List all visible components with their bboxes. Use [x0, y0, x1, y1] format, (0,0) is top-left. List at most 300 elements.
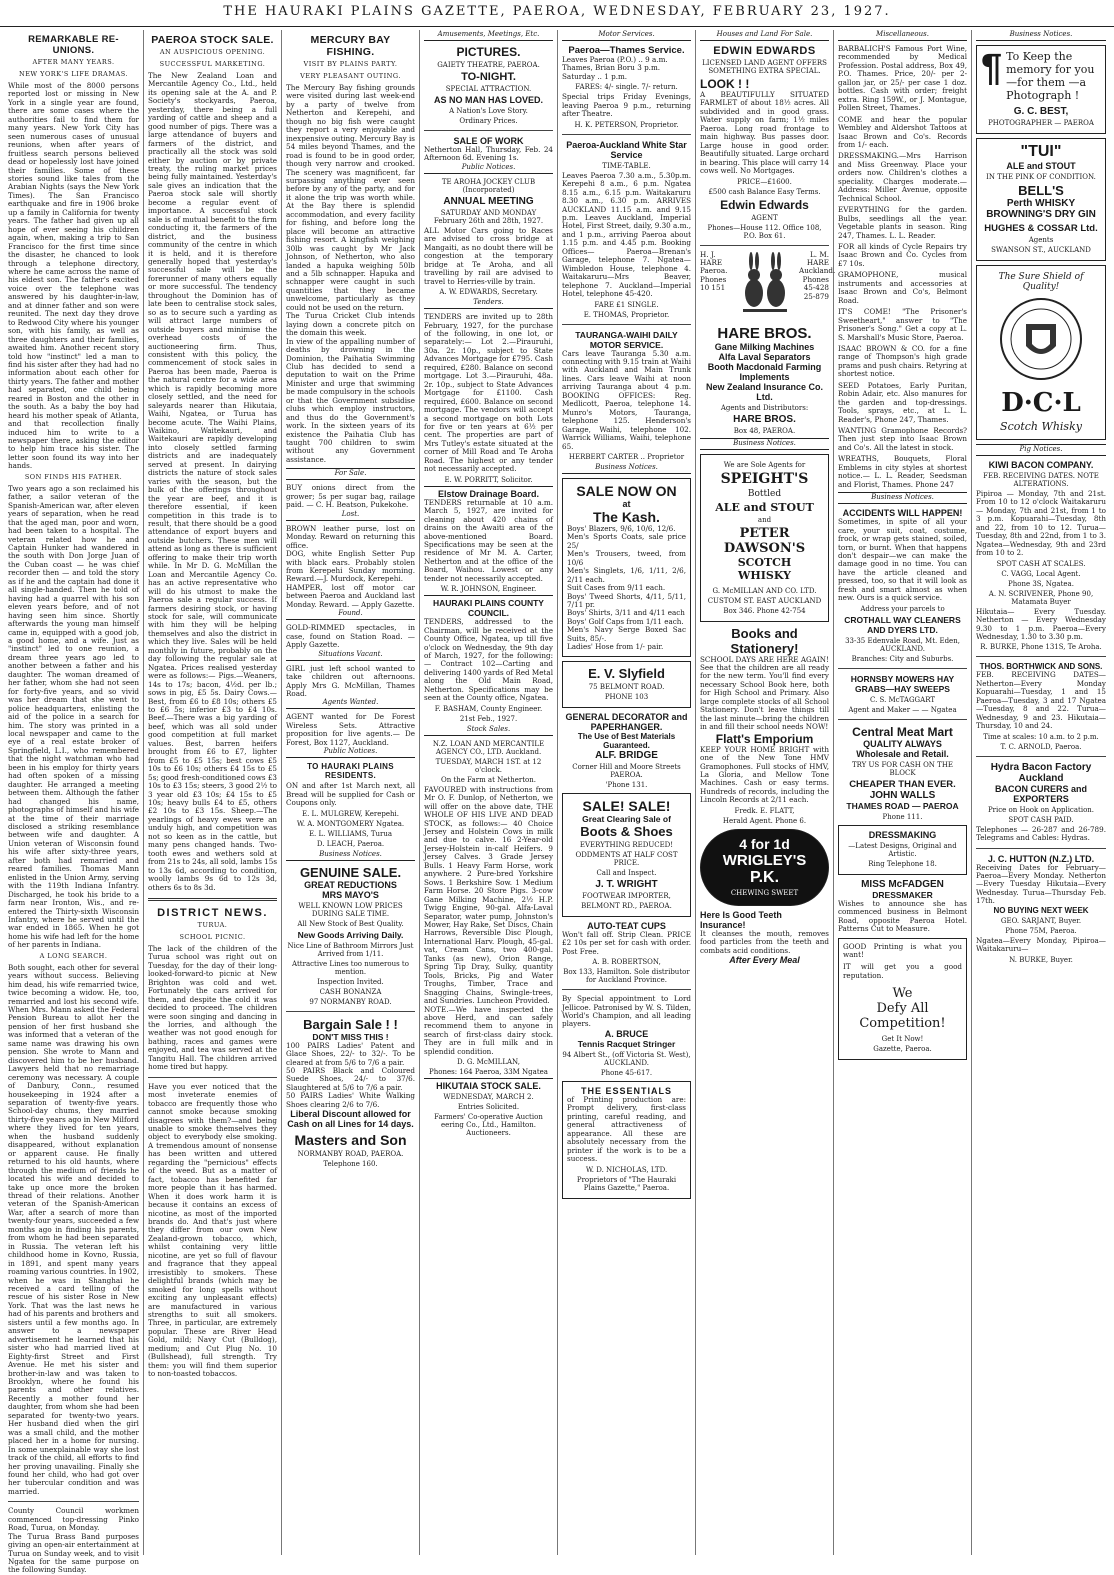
- article-paragraph: The Turua Cricket Club intends laying down a concrete pitch on the domain this week.: [286, 311, 415, 338]
- ad-line: DRESSMAKER: [872, 889, 933, 900]
- ad-phone: Telephone 160.: [323, 1160, 378, 1169]
- ad-line: TO-NIGHT.: [461, 71, 516, 83]
- ad-phone: PHONE 103: [604, 692, 649, 701]
- ad-line: Branches: City and Suburbs.: [851, 654, 954, 663]
- column-amusements: [420, 30, 558, 1555]
- ad-signature: R. BURKE, Phone 131S, Te Aroha.: [980, 643, 1102, 652]
- ad-line: Gazette, Paeroa.: [873, 1045, 932, 1054]
- ad-address: Corner Hill and Moore Streets PAEROA.: [572, 762, 681, 779]
- ad-line: IN THE PINK OF CONDITION.: [986, 173, 1096, 181]
- notice-signatory: D. LEACH, Paeroa.: [316, 839, 385, 848]
- ad-body: Pipiroa — Monday, 7th and 21st. From 10 to 12 o'clock Waitakaruru — Monday, 7th and 21st, from 1 to 3 p.m. Kopuarahi—Tuesday, 8th and 22, from 10 to 12. Turua—Tuesday, 8th and 22nd, from 1 to 3. Ngatea—Wednesday, 9th and 23rd from 10 to 2.: [976, 489, 1106, 558]
- ad-line: Bottled: [747, 488, 782, 499]
- ad-line: Nice Line of Bathroom Mirrors Just Arrived from 1/11.: [287, 941, 414, 958]
- ad-line: at: [622, 498, 631, 509]
- list-item: Boys' Shirts, 3/11 and 4/11 each: [567, 608, 685, 618]
- ad-body: A BEAUTIFULLY SITUATED FARMLET of about 18½ acres. All subdivided and in good grass. Water supply on farm; 1½ miles Paeroa. Long road frontage to main highway. Bus passes door. Large house in good order. Beautifully situated. Large orchard in bearing. This place will carry 14 cows well. No Mortgages.: [700, 90, 829, 176]
- ad-headline: HORNSBY MOWERS HAY GRABS—HAY SWEEPS: [850, 673, 955, 694]
- ad-body: Sometimes, in spite of all your care, your suit, coat, costume, frock, or wrap gets stained, soiled, torn, or burnt. When that happens don't despair—we can make the damage good in no time. You can have the article cleaned and pressed, too, so that it will look as fresh and smart almost as when new. Ours is a quick service.: [838, 517, 967, 603]
- ad-phone: 'Phone 131.: [605, 780, 648, 789]
- ad-phone: Phone 75M, Paeroa.: [1005, 926, 1077, 935]
- classified-heading: Business Notices.: [700, 438, 829, 450]
- ad-body: KEEP YOUR HOME BRIGHT with one of the New Tone HMV Gramophones. Full stocks of HMV, La Gloria, and Mellow Tone Machines. Cash or easy terms. Hundreds of records, including the Lincoln Records at 2/11 each.: [700, 744, 829, 805]
- ad-phone: Phone 111.: [882, 812, 923, 821]
- ad-line: Address your parcels to: [860, 604, 945, 613]
- ad-headline: We: [892, 986, 913, 1002]
- notice-title: TO HAURAKI PLAINS RESIDENTS.: [307, 762, 394, 781]
- classified-heading: Business Notices.: [838, 492, 967, 504]
- section-heading: Miscellaneous.: [838, 30, 967, 41]
- article-paragraph: Have you ever noticed that the most inveterate enemies of tobacco are frequently those who cannot smoke because smoking disagrees with them?—and being unable to smoke themselves they object to everybody else smoking. A tremendous amount of nonsense has been written and uttered regarding the "pernicious" effects of the weed. But as a matter of fact, tobacco has benefited far more people than it has harmed. When it does work harm it is because it contains an excess of nicotine, as most of the imported brands do. And that's just where they differ from our own New Zealand-grown tobacco, which, whilst containing very little nicotine, are yet so full of flavour and fragrance that they appeal irresistibly to smokers. These delightful brands (which may be smoked for long spells without exciting any unpleasant effects) are manufactured in various strengths to suit all smokers. Three, in particular, are extremely popular. These are River Head Gold, mild; Navy Cut (Bulldog), medium; and Cut Plug No. 10 (Bullshead), full strength. Try them: you will find them superior to non-toasted tobaccos.: [148, 1081, 277, 1379]
- classified-ad: HAMPER, lost off motor car between Paeroa and Auckland last Monday. Reward. — Apply Gazette.: [286, 582, 415, 609]
- article-paragraph: Two years ago a son reclaimed his father, a sailor veteran of the Spanish-American war, after eleven years of separation, when he read that the aged man, poor and worn, had been taken to a hospital. The veteran related how he and Captain Hunker had wandered in the south with Don Jorge Juan of the Cuban coast — he was chief recorder then — and told the story as if he and the captain had done it all single-handed. Then he told of having had a quarrel with his son eleven years before, and of not having seen him since. Shortly afterwards the young man himself came in, equipped with a good job, a good home, and a wife. Just as "instinct" led to one reunion, a dream three years ago led to another between a father and his daughter. The woman dreamed of her father, whom she had not seen for forty-five years, and so vivid was her dream that she went to police headquarters, enlisting the aid of the police in a search for him. The story was printed in a local newspaper and came to the eye of a real estate broker of Springfield, L.I., who remembered that the night watchman who had been in his employ for thirty years had often spoken of a missing daughter. He arranged a meeting between them. Although the father had changed his name, photographs of himself and his wife at the time of their marriage disclosed a striking resemblance between wife and daughter. A Union veteran of Wisconsin found his wife after sixty-three years, after both had remarried and reared families. Thomas Mann enlisted in the Union Army, serving with the 119th Indiana Infantry. Discharged, he took his bride to a farm near Ironton, Wis., and re-entered the Thirty-sixth Wisconsin Infantry, where he served until the war ended in 1865. When he got home his wife had left for the home of her parents in Indiana.: [8, 483, 139, 950]
- ad-signature: C. VAGG, Local Agent.: [1001, 569, 1081, 578]
- tender-notice: TENDERS, addressed to the Chairman, will be received at the County Office, Ngatea, up till five o'clock on Wednesday, the 9th day of March, 1927, for the following:— Contract 102—Carting and delivering 1400 yards of Red Metal along the Old Main Road, Netherton. Specifications may be seen at the County office, Ngatea.: [424, 617, 553, 703]
- ad-brand: P.K.: [749, 868, 780, 886]
- classified-heading: Public Notices.: [424, 163, 553, 174]
- ad-line: Herald Agent. Phone 6.: [722, 816, 807, 825]
- column-motor-services: [558, 30, 696, 1555]
- ad-advertiser: Masters and Son: [294, 1132, 407, 1149]
- news-item: The Turua Brass Band purposes giving an open-air entertainment at Turua on Sunday week, and to visit Ngatea for the same purpose on the following Sunday.: [8, 1531, 139, 1575]
- ad-headline: Paeroa-Auckland White Star Service: [566, 139, 687, 160]
- classified-heading: Situations Vacant.: [286, 650, 415, 661]
- ad-phone: Phone 3S, Ngatea.: [1008, 579, 1074, 588]
- classified-heading: Public Notices.: [286, 747, 415, 758]
- ad-headline: PICTURES.: [456, 45, 521, 59]
- article-paragraph: In view of the appalling number of deaths by drowning in the Dominion, the Paihatia Swimming Club has decided to send a deputation to wait on the Prime Minister and urge that swimming be made compulsory in the schools or that the Government subsidise clubs which employ instructors, and thus do the Government's work. In the sixteen years of its existence the Paihatia Club has taught 700 children to swim without any Government assistance.: [286, 336, 415, 464]
- ad-body: Leaves Paeroa 7.30 a.m., 5.30p.m. Kerepehi 8 a.m., 6 p.m. Ngatea 8.15 a.m., 6.15 p.m. Waitakaruru 8.30 a.m., 6.30 p.m. ARRIVES AUCKLAND 11.15 a.m. and 9.15 p.m. Leaves Auckland, Imperial Hotel, First Street, daily, 9.30 a.m., and 1 p.m., arriving Paeroa about 1.15 p.m. and 4.45 p.m. Booking Offices— Paeroa—Brenan's Garage, telephone 7. Ngatea—Wimbledon House, telephone 4. Waitakaruru—Mrs Beaver, telephone 7. Auckland—Imperial Hotel, telephone 45-420.: [562, 170, 691, 299]
- ad-headline: Defy All: [876, 1001, 929, 1017]
- classified-ad: GIRL just left school wanted to take children out afternoons. Apply Mrs G. McMillan, Thames Road.: [286, 663, 415, 698]
- printing-ad: [838, 938, 967, 1061]
- article-paragraph: The lack of the children of the Turua school was right out on Tuesday, for the day of their long-looked-forward-to picnic at New Brighton was cold and wet. Fortunately the cars arrived for them, and despite the cold it was decided to proceed. The children were soon singing and dancing in the lorries, and although the weather was not good enough for bathing, races and games were enjoyed, and tea was served at the Tangitu Hall. The children arrived home tired but happy.: [148, 943, 277, 1072]
- ad-address: THAMES ROAD — PAEROA: [846, 800, 959, 811]
- ad-line: Agents: [1028, 236, 1054, 244]
- ad-advertiser: EDWIN EDWARDS: [713, 45, 816, 57]
- ad-line: CHEAPER THAN EVER.: [849, 778, 956, 790]
- ad-line: Wholesale and Retail.: [856, 748, 949, 759]
- ad-line: FEB. RECEIVING DATES. NOTE ALTERATIONS.: [983, 472, 1099, 488]
- divider: [976, 756, 1106, 757]
- ad-terms: £500 cash Balance Easy Terms.: [708, 187, 821, 196]
- ad-line: All New Stock of Best Quality.: [297, 919, 404, 928]
- ad-line: SCOTCH: [737, 555, 792, 569]
- ad-line: N.Z. LOAN AND MERCANTILE AGENCY CO., LTD. Auckland.: [432, 739, 545, 756]
- ad-line: ALE and STOUT: [1006, 161, 1076, 171]
- ad-headline: THOS. BORTHWICK AND SONS.: [979, 662, 1103, 672]
- ad-line: A Nation's Love Story.: [449, 107, 528, 115]
- column-fishing: [282, 30, 420, 1555]
- article-subtitle: AFTER MANY YEARS.: [32, 58, 115, 66]
- list-item: Men's Singlets, 1/6, 1/11, 2/6, 2/11 each.: [567, 566, 686, 584]
- divider: [700, 245, 829, 246]
- ad-line: The Use of Best Materials Guaranteed.: [577, 731, 676, 750]
- ad-phone: Box 346. Phone 42-754: [723, 606, 806, 615]
- ad-line: BACON CURERS and EXPORTERS: [994, 783, 1087, 804]
- article-paragraph: The New Zealand Loan and Mercantile Agency Co., Ltd., held its opening sale at the A. and P. Society's stockyards, Paeroa, yesterday, there being a full yarding of cattle and sheep and a good number of pigs. There was a large attendance of buyers and farmers of the district, and practically all the stock was sold either by auction or by private treaty, the ruling market prices being fully maintained. Yesterday's sale gives an indication that the Paeroa stock sale will shortly become a regular event of importance. A successful stock sale is of mutual benefit to the firm conducting it, the farmers of the district, and the business community of the centre in which it is held, and it is therefore generally hoped that yesterday's successful sale will be the forerunner of many others equally or more successful. The tendency throughout the Dominion has of late been to centralise stock sales, so as to secure such a yarding as will attract large numbers of outside buyers and minimise the overhead costs of the auctioneering firm. Thus, consistent with this policy, the commencement of stock sales in Paeroa has been made, Paeroa is the natural centre for a wide area which is rapidly becoming more closely settled, and the need for saleyards nearer than Hikutaia, Waihi, Ngatea, or Turua has become acute. The Waihi Plains, Waikino, Waitekauri, and Waitekauri are rapidly developing into closely settled farming districts and are inadequately served at present. In dairying districts the nature of stock sales varies with the season, but the bulk of the offerings throughout the year are beef, and it is therefore essential, if keen competition in this trade is to result, that there should be a good attendance of export buyers and outside butchers. These men will attend as long as there is sufficient offering to make their trip worth while. In Mr D. G. McMillan the Loan and Mercantile Agency Co. has an active representative who will do his utmost to make the Paeroa sale a regular success. If farmers desiring stock, or having stock for sale, will communicate with him they will be helping themselves and also the district in which they live. Sales will be held monthly in future, probably on the day following the regular sale at Ngatea. Prices realised yesterday were as follows:— Pigs.—Weaners, 14s to 17s; bacon, 4½d. per lb.; sows in pig, £5 5s. Dairy Cows.—Best, from £6 to £8 10s; others £5 to £6 5s; inferior £3 to £4 10s. Beef.—There was a big yarding of beef, which was all sold under good competition at full market values. Best, barren heifers brought from £6 to £7, lighter from £5 to £5 15s; best cows £5 10s to £6 10s; others £4 15s to £5 5s; good fresh-conditioned cows £3 10s to £3 15s; steers, 3 good 2½ to 3 year old £3 10s; £4 15s to £5 10s; heavy bulls £4 to £5, others £2 10s to £3 15s. Sheep.—The yearlings of heavy ewes were an unduly high, and competition was not so keen as in the cattle, but many pens changed hands. Two-tooth ewes and wethers sold at from 21s to 24s, all sold, lambs 15s to 13s 6d, according to condition, woolly lambs 9s 6d to 12s 3d, others 6s to 8s 3d.: [148, 71, 278, 892]
- ad-line: FARE £1 SINGLE.: [594, 300, 659, 309]
- ad-line: IT will get you a good reputation.: [843, 962, 962, 980]
- ad-line: Great Clearing Sale of: [582, 813, 671, 824]
- tui-ad: [976, 138, 1106, 261]
- ad-signature: D. G. McMILLAN,: [457, 1058, 520, 1067]
- notice-signatory: W. A. MONTGOMERY Ngatea.: [296, 819, 405, 828]
- classified-ad: BROWN leather purse, lost on Monday. Reward on returning this office.: [286, 523, 415, 550]
- classified-ad: DRESSMAKING.—Mrs Harrison and Miss Greenway. Place your orders now. Children's clothes a speciality. Charges moderate.— Address: Miller Avenue, opposite Technical School.: [838, 151, 967, 203]
- classified-ad: SEED Potatoes, Early Puritan, Robin Adair, etc. Also manures for the garden and top-dressings. Tools, sprays, etc., at L. L. Reader's, Phone 247, Thames.: [838, 380, 967, 424]
- classified-ad: BUY onions direct from the grower; 5s per sugar bag, railage paid. — C. H. Beatson, Pukekohe.: [286, 483, 415, 510]
- article-subhead: A LONG SEARCH.: [39, 951, 108, 960]
- ad-line: CASH BONANZA: [319, 987, 382, 996]
- timetable-row: Saturday .. 1 p.m.: [562, 71, 628, 81]
- ad-price: PRICE—£1600.: [737, 177, 792, 186]
- ad-signature: A. B. ROBERTSON,: [592, 958, 661, 967]
- ad-line: and: [757, 515, 772, 524]
- news-item: County Council workmen commenced top-dressing Pinko Road, Turua, on Monday.: [8, 1506, 139, 1533]
- ad-headline: Elstow Drainage Board.: [424, 486, 553, 499]
- divider: [838, 719, 967, 720]
- classified-heading: Business Notices.: [562, 463, 691, 474]
- article-paragraph: Both sought, each other for several years without success. Believing him dead, his wife remarried twice, twice becoming a widow. He, too, remarried and lost his second wife. When Mrs. Mann asked the Federal Pension Bureau to allot her the pension of her first husband she was informed that a veteran of the same name was drawing his own pension. She wrote to Mann and discovered him to be her husband. Lawyers held that no remarriage ceremony was necessary. A couple of Danbury, Conn., resumed housekeeping in 1924 after a separation of twenty-five years. School-day chums, they married thirty-five years ago in New Milford where they lived for ten years, when the husband suddenly disappeared, without explanation or apparent cause. He finally returned to his old haunts, where through the medium of friends he located his wife and decided to take up once more the broken thread of their relations. Another veteran of the Spanish-American War, after a search of more than twenty-four years, succeeded a few months ago in finding his parents, from whom he had been separated in Russia. The veteran left his childhood home in Kovno, Russia, in 1891, and spent many years roaming various countries. In 1902, when he was in Shanghai he received a card telling of the rescue of his sister Rose in New York. That was the last news he had of his parents and brothers and sisters until a few months ago. In answer to a newspaper advertisement he learned that his sister who had married lived at Eighty-first Street and First Avenue. He met his sister and brother-in-law and was taken to Brooklyn, where he found his parents and other relatives. Recently a mother found her daughter, from whom she had been separated for twenty-two years. Her husband died when the girl was a small child, and the mother placed her in a home for nursing. In some unexplainable way she lost track of the child, all efforts to find her proving unavailing. Finally she found her child, who had got over her tubercular condition and was married.: [8, 962, 139, 1496]
- ad-advertiser: CROTHALL WAY CLEANERS AND DYERS LTD.: [844, 614, 961, 635]
- ad-advertiser: A. BRUCE: [604, 1028, 649, 1039]
- ad-headline: THE ESSENTIALS: [580, 1085, 672, 1096]
- divider: [562, 134, 691, 135]
- list-item: Ladies' Hose from 1/- pair.: [567, 642, 664, 652]
- ad-line: New Goods Arriving Daily.: [297, 929, 404, 940]
- ad-headline: Here Is Good Teeth Insurance!: [700, 909, 782, 930]
- notice-body: ON and after 1st March next, all Bread will be supplied for Cash or Coupons only.: [286, 781, 415, 808]
- column-miscellaneous: [834, 30, 972, 1555]
- column-business-notices: [972, 30, 1110, 1555]
- dressmaking-ad: [838, 825, 967, 875]
- ad-line: Agent and Maker — — Ngatea: [848, 705, 957, 714]
- ad-line: On the Farm at Netherton.: [441, 775, 536, 784]
- ad-address: Box 48, PAEROA.: [733, 426, 796, 435]
- ad-signature: W. D. NICHOLAS, LTD.: [585, 1165, 668, 1174]
- ad-advertiser: Edwin Edwards: [720, 197, 809, 212]
- classified-ad: COME and hear the popular Wembley and Aldershot Tattoos at Isaac Brown and Co's. Records from 1/- each.: [838, 114, 967, 149]
- article-title: PAEROA STOCK SALE.: [151, 34, 274, 46]
- tender-notice: TENDERS are invited up to 28th February, 1927, for the purchase of the following, in one lot, or separately:— Lot 2.—Pirauruhi, 30a. 2r. 10p., subject to State Advances Mortgage for £795. Cash required, £280. Balance on second mortgage. Lot 3.—Pirauruhi, 48a. 2r. 10p., subject to State Advances Mortgage for £1100. Cash required, £600. Balance on second mortgage. The vendors will accept a second mortgage on both Lots for five or ten years at 6½ per cent. The properties are part of Mrs Tutley's estate situated at the corner of Mill Road and Te Aroha Road. The highest or any tender not necessarily accepted.: [424, 312, 553, 474]
- ad-headline: Paeroa—Thames Service.: [568, 45, 685, 56]
- ad-signature: T. C. ARNOLD, Paeroa.: [1000, 742, 1082, 751]
- ad-headline: SALE! SALE!: [582, 797, 671, 814]
- ad-logo-text: HARE BROS.: [717, 324, 812, 342]
- ad-line: Proprietors of "The Hauraki Plains Gazette," Paeroa.: [576, 1175, 677, 1192]
- ad-line: Attractive Lines too numerous to mention.: [292, 959, 409, 976]
- classified-ad: GOLD-RIMMED spectacles, in case, found on Station Road. —Apply Gazette.: [286, 623, 415, 650]
- ad-headline: Bargain Sale ! !: [303, 1016, 398, 1032]
- ad-headline: Boots & Shoes: [580, 823, 673, 839]
- ad-line: Agents and Distributors:: [720, 403, 809, 412]
- ad-phone: Phones—House 112. Office 108, P.O. Box 61.: [707, 223, 822, 240]
- ad-address: 94 Albert St., (off Victoria St. West), AUCKLAND.: [562, 1050, 691, 1067]
- ad-signature: A. N. SCRIVENER, Phone 90, Matamata Buyer: [988, 589, 1094, 606]
- classified-heading: Found.: [286, 609, 415, 620]
- ad-line: Gane Milking Machines: [714, 341, 815, 352]
- dcl-ad: [976, 265, 1106, 440]
- list-item: Boys' Blazers, 9/6, 10/6, 12/6.: [567, 523, 676, 533]
- ad-line: Time at scales: 10 a.m. to 2 p.m.: [983, 732, 1099, 741]
- ad-phone: Phone 45-617.: [600, 1068, 653, 1077]
- ad-address: SWANSON ST., AUCKLAND: [991, 246, 1091, 254]
- masthead: [0, 0, 1114, 27]
- ad-line: WEDNESDAY, MARCH 2.: [443, 1093, 534, 1102]
- ad-body: ALL Motor Cars going to Races are advised to cross bridge at Mangaiti, as no doubt there will be congestion at the temporary bridge at Te Aroha, and all travelling by rail are advised to travel to Herries-ville by train.: [424, 225, 553, 286]
- divider: [286, 1011, 415, 1012]
- ad-headline: J. C. HUTTON (N.Z.) LTD.: [987, 853, 1095, 864]
- ad-address: NORMANBY ROAD, PAEROA.: [297, 1150, 404, 1159]
- article-subtitle: AN AUSPICIOUS OPENING.: [159, 48, 266, 56]
- ad-body: Hikutaia— Every Tuesday. Netherton — Every Wednesday 9.30 to 1 p.m. Paeroa—Every Wednesday, 1.30 to 3.30 p.m.: [976, 606, 1106, 641]
- ad-body: SCHOOL DAYS ARE HERE AGAIN! See that the children are all ready for the new term. You'll find every necessary School Book here, both for High School and Primary. Also large complete stocks of all School Stationery. Don't leave things till the last minute—bring the children in and fill their school needs NOW!: [700, 654, 829, 732]
- column-stock-sale: [144, 30, 282, 1555]
- ad-brand: D·C·L: [1001, 388, 1081, 418]
- ad-line: New Zealand Insurance Co. Ltd.: [705, 381, 824, 402]
- list-item: Men's Sports Coats, sale price 25/: [567, 532, 686, 550]
- classified-heading: Business Notices.: [286, 850, 415, 861]
- ad-headline: ANNUAL MEETING: [443, 195, 534, 207]
- ad-body: Ngatea—Every Monday, Pipiroa— Waitakaruru—: [976, 935, 1106, 954]
- article-subtitle: VISIT BY PLAINS PARTY.: [303, 60, 398, 68]
- ad-line: FARES: 4/- single. 7/- return.: [575, 83, 678, 92]
- notice-signatory: E. L. WILLIAMS, Turua: [308, 829, 393, 838]
- ad-body: NOTE.—We have inspected the above Herd, and can safely recommend them to anyone in search of first-class dairy stock. They are in full milk and in splendid condition.: [424, 1004, 553, 1056]
- ad-headline: KIWI BACON COMPANY.: [988, 460, 1094, 470]
- classified-ad: IT'S COME! "The Prisoner's Sweetheart," answer to "The Prisoner's Song." Get a copy at L. S. Marshall's Music Store, Paeroa.: [838, 307, 967, 342]
- ad-signature: E. THOMAS, Proprietor.: [583, 310, 670, 319]
- classified-heading: For Sale.: [286, 468, 415, 480]
- ad-line: TRY US FOR CASH ON THE BLOCK: [851, 760, 954, 777]
- ad-address: BELMONT RD., PAEROA.: [581, 901, 672, 910]
- section-heading: Business Notices.: [976, 30, 1106, 41]
- ad-line: —Latest Designs, Original and Artistic.: [848, 841, 957, 858]
- classified-ad: AGENT wanted for De Forest Wireless Sets. Attractive proposition for live agents.— De Forest, Box 1127, Auckland.: [286, 712, 415, 747]
- ad-line: TIME-TABLE.: [602, 161, 651, 170]
- classified-heading: Agents Wanted.: [286, 698, 415, 709]
- ad-signature: F. BASHAM, County Engineer.: [434, 704, 543, 713]
- ad-item: 50 PAIRS Ladies' White Walking Shoes clearing 2/6 to 7/6.: [286, 1091, 415, 1109]
- ad-phone: Phones: 164 Paeroa, 33M Ngatea: [429, 1068, 548, 1077]
- ad-body: FEB. RECEIVING DATES— Netherton—Every Monday Kopuarahi—Tuesday, 1 and 15 Paeroa—Tuesday, 3 and 17 Ngatea—Tuesday, 8 and 22. Turua—Wednesday, 9 and 23. Hikutaia—Thursday, 10 and 24.: [976, 670, 1106, 731]
- pilcrow-icon: ¶: [981, 47, 1003, 89]
- ad-headline: AUTO-TEAT CUPS: [587, 920, 666, 931]
- article-kicker: NEW YORK'S LIFE DRAMAS.: [19, 70, 128, 78]
- ad-headline: ACCIDENTS WILL HAPPEN!: [842, 508, 963, 519]
- article-subhead: SON FINDS HIS FATHER.: [24, 472, 123, 481]
- ad-signature: N. BURKE, Buyer.: [1009, 955, 1073, 964]
- ad-brand: WRIGLEY'S: [722, 851, 807, 869]
- classified-ad: DOG, white English Setter Pup with black ears. Probably stolen from Kerepehi Sunday morning. Reward.—J. Murdock, Kerepehi.: [286, 549, 415, 584]
- divider: [562, 324, 691, 325]
- ad-line: TUESDAY, MARCH 1ST. at 12 o'clock.: [435, 757, 542, 774]
- ad-body: Won't fall off. Strip Clean. PRICE £2 10s per set for cash with order. Post Free.: [562, 929, 691, 956]
- ad-line: SPOT CASH AT SCALES.: [996, 559, 1086, 568]
- ad-item: 100 PAIRS Ladies' Patent and Glace Shoes, 22/- to 32/-. To be cleared at from 5/6 to 7/6 a pair.: [286, 1040, 415, 1067]
- timetable-row: Thames, Brian Boru 3 p.m.: [562, 63, 661, 73]
- section-title: DISTRICT NEWS.: [157, 906, 268, 919]
- ad-address: Box 133, Hamilton. Sole distributor for Auckland Province.: [563, 968, 690, 985]
- ad-headline: DRESSMAKING: [868, 829, 937, 840]
- section-heading: Motor Services.: [562, 30, 691, 41]
- column-houses-land: [696, 30, 834, 1555]
- list-item: Boys' Tweed Shorts, 4/11, 5/11, 7/11 pr.: [567, 591, 686, 610]
- ad-address: 75 BELMONT ROAD.: [588, 682, 665, 691]
- classified-heading: Stock Sales.: [424, 725, 553, 736]
- ad-line: GOOD Printing is what you want!: [843, 941, 962, 959]
- ad-brand: BELL'S: [1018, 183, 1064, 198]
- ad-line: GREAT REDUCTIONS: [304, 879, 397, 890]
- ad-body: By Special appointment to Lord Jellicoe. Patronised by W. S. Tilden, World's Champion, and all leading players.: [562, 994, 691, 1029]
- stock-sale-list: FAVOURED with instructions from Mr O. F. Dunlop, of Netherton, we will offer on the above date, THE WHOLE OF HIS LIVE AND DEAD STOCK, as follows:— 40 Choice Jersey and Holstein Cows in milk and due to calve. 16 2-Year-old Jersey-Holstein in-calf Heifers. 9 Jersey Calves. 3 Grade Jersey Bulls. 1 Heavy Farm Horse, work anywhere. 2 Pure-bred Yorkshire Sows. 1 Berkshire Sow. 1 Medium Farm Horse. 20 Store Pigs. 3-cow Gane Milking Machine, 2½ H.P. Twigg Engine, 90-gal. Alfa-Laval Separator, water pump, Johnston's Mower, Hay Rake, Set Discs, Chain Harrows, Reversible Disc Plough, International Harv. Plough, 45-gal. vat, Cream Cans, two 400-gal. Tanks (as new), Orion Range, Spring Tip Dray, Sulky, quantity Tools, Bricks, Pig and Water Troughs, Timber, Trace and Snagging Chains, Swingle-trees, and Sundries. Luncheon Provided.: [424, 784, 553, 1006]
- section-subtitle: TURUA.: [197, 920, 228, 929]
- ad-date: 21st Feb., 1927.: [459, 714, 518, 723]
- notice-signatory: E. L. MULGREW, Kerepehi.: [301, 809, 400, 818]
- section-heading: Houses and Land For Sale.: [700, 30, 829, 41]
- wrigleys-ad: [700, 829, 829, 906]
- ad-line: DON'T MISS THIS !: [312, 1031, 389, 1042]
- divider: [838, 668, 967, 669]
- ad-line: SPECIAL ATTRACTION.: [445, 85, 532, 93]
- list-item: Boys' Golf Caps from 1/11 each.: [567, 616, 684, 626]
- ad-line: ODDMENTS AT HALF COST PRICE.: [575, 850, 678, 867]
- ad-line: WELL KNOWN LOW PRICES DURING SALE TIME.: [298, 901, 403, 918]
- ad-signature: A. W. EDWARDS, Secretary.: [439, 288, 538, 297]
- ad-address: CUSTOM ST. EAST AUCKLAND: [707, 596, 822, 605]
- hare-icon: [737, 251, 793, 321]
- ad-signature: W. R. JOHNSON, Engineer.: [440, 585, 537, 594]
- ad-line: Inspection Invited.: [317, 977, 384, 986]
- ad-body: of Printing production are: Prompt delivery, first-class printing, careful reading, and general attractiveness of appearance. All these are absolutely necessary from the printer if the work is to be a success.: [567, 1094, 686, 1164]
- hare-bros-ad: [700, 249, 836, 325]
- hare-logo: [737, 251, 793, 325]
- classified-ad: ISAAC BROWN & CO. for a fine range of Thompson's high grade prams and push chairs. Retyring at shortest notice.: [838, 343, 967, 379]
- ad-headline: HAURAKI PLAINS COUNTY COUNCIL.: [424, 595, 553, 618]
- ad-headline: HIKUTAIA STOCK SALE.: [424, 1078, 553, 1091]
- classified-ad: FOR all kinds of Cycle Repairs try Isaac Brown and Co. Cycles from £7 10s.: [838, 241, 967, 268]
- ad-line: 97 NORMANBY ROAD.: [309, 997, 392, 1006]
- ad-contact-left: H. J. HARE Paeroa. Phones 10 151: [700, 249, 728, 293]
- photograph-ad: [976, 45, 1106, 134]
- article-title: MERCURY BAY FISHING.: [310, 34, 391, 58]
- ad-line: PHOTOGRAPHER — PAEROA: [988, 119, 1094, 127]
- ad-line: WHISKY: [738, 568, 791, 582]
- ad-item: 50 PAIRS Black and Coloured Suede Shoes, 24/- to 37/6. Slaughtered at 5/6 to 7/6 a pair.: [286, 1065, 415, 1092]
- article-kicker: SCHOOL PICNIC.: [179, 932, 246, 941]
- masthead-title: THE HAURAKI PLAINS GAZETTE, PAEROA, WEDNESDAY, FEBRUARY 23, 1927.: [223, 4, 891, 19]
- ad-headline: SALE OF WORK: [453, 136, 524, 146]
- ad-headline: LOOK ! !: [700, 77, 750, 91]
- column-reunions: [4, 30, 144, 1575]
- divider: [976, 656, 1106, 657]
- ad-line: LICENSED LAND AGENT OFFERS SOMETHING EXTRA SPECIAL.: [702, 59, 827, 75]
- list-item: Suit Cases from 9/11 each.: [567, 583, 666, 593]
- ad-line: TE AROHA JOCKEY CLUB (Incorporated): [441, 177, 536, 194]
- ad-advertiser: JOHN WALLS: [869, 789, 936, 801]
- ad-line: Entries Solicited.: [457, 1103, 520, 1112]
- ad-brand: SPEIGHT'S: [720, 470, 809, 487]
- classified-heading: Tenders.: [424, 298, 553, 309]
- ad-body: Cars leave Tauranga 5.30 a.m. connecting with 9.15 train at Waihi with Auckland and Main Trunk lines. Cars leave Waihi at noon arriving Tauranga about 4 p.m. BOOKING OFFICES: Reg. Medlicott, Paeroa, telephone 14. Munro's Motors, Tauranga, telephone 125. Henderson's Garage, Waihi, telephone 102. Warrick Williams, Waihi, telephone 65.: [562, 348, 691, 451]
- ad-line: ALE and STOUT: [715, 500, 814, 514]
- ad-advertiser: Flatt's Emporium: [715, 731, 814, 746]
- ad-brand: DAWSON'S: [723, 540, 806, 556]
- ad-headline: GENERAL DECORATOR and PAPERHANGER.: [565, 711, 688, 732]
- ad-signature: H. K. PETERSON, Proprietor.: [574, 120, 679, 129]
- ad-brand: BROWNING'S DRY GIN: [986, 209, 1096, 220]
- ad-signature: Farmers' Co-operative Auction eering Co., Ltd., Hamilton. Auctioneers.: [434, 1113, 543, 1138]
- ad-line: GAIETY THEATRE, PAEROA.: [437, 61, 540, 69]
- ad-line: AGENT: [751, 213, 778, 222]
- ad-line: Liberal Discount allowed for Cash on all Lines for 14 days.: [287, 1109, 414, 1130]
- ad-brand: "TUI": [1020, 143, 1062, 160]
- tender-notice: TENDERS returnable at 10 a.m. March 5, 1927, are invited for cleaning about 420 chains of drains on the Awaiti area of the above-mentioned Board. Specifications may be seen at the residence of Mr M. A. Carter, Netherton and at the office of the Board, Waihou. Lowest or any tender not necessarily accepted.: [424, 497, 553, 583]
- ad-line: NO BUYING NEXT WEEK: [993, 905, 1089, 915]
- classified-heading: Lost.: [286, 510, 415, 521]
- boots-ad: [562, 793, 691, 917]
- divider: [8, 1501, 139, 1502]
- divider: [424, 130, 553, 131]
- ad-headline: The Kash.: [593, 508, 660, 525]
- ad-advertiser: ALF. BRIDGE: [595, 749, 658, 761]
- ad-headline: To Keep the memory for you—for them —a Photograph !: [1006, 50, 1095, 102]
- classified-ad: BARBALICH'S Famous Port Wine, recommended by Medical Profession. Postal address, Box 49, P.O. Thames. Price, 20/- per 2-gallon jar, or 25/- per case 1 doz. bottles. Cash with order; freight extra. Ring 159W., or J. Montague, Pollen Street, Thames.: [838, 44, 967, 113]
- speights-ad: [700, 454, 829, 622]
- ad-advertiser: J. T. WRIGHT: [595, 878, 658, 890]
- ad-line: SATURDAY AND MONDAY February 26th and 28th, 1927.: [433, 208, 544, 225]
- ad-body: It cleanses the mouth, removes food particles from the teeth and combats acid conditions.: [700, 928, 829, 955]
- section-heading: Amusements, Meetings, Etc.: [424, 30, 553, 41]
- list-item: Men's Navy Serge Boxed Sac Suits, 85/-.: [567, 625, 686, 643]
- ad-line: Alfa Laval Separators: [718, 351, 811, 362]
- ad-body: Telephones — 26-287 and 26-789. Telegrams and Cables: Hydras.: [976, 824, 1106, 843]
- ad-brand: PETER: [739, 525, 790, 541]
- classified-ad: GRAMOPHONE, musical instruments and accessories at Isaac Brown and Co's, Belmont Road.: [838, 270, 967, 305]
- list-item: Men's Trousers, tweed, from 10/6: [567, 549, 686, 567]
- ad-phone: Ring Telephone 18.: [868, 859, 937, 868]
- divider: [148, 898, 277, 901]
- ad-headline: Central Meat Mart: [852, 724, 953, 739]
- ad-headline: 4 for 1d: [739, 835, 790, 852]
- ad-line: Scotch Whisky: [1000, 420, 1082, 433]
- ad-headline: Books and Stationery!: [730, 625, 799, 656]
- ad-line: SPOT CASH PAID.: [1008, 815, 1074, 824]
- essentials-ad: [562, 1081, 691, 1199]
- article-paragraph: While most of the 8000 persons reported lost or missing in New York in a single year are found, there are some cases where the authorities fail to find them for many years. New York City has seen numerous cases of unusual reunions, when after years of fruitless search persons believed dead or hopelessly lost have joined their families. Some of these stories sound like tales from the Arabian Nights (says the New York Times). The San Francisco earthquake and fire in 1906 broke up a family in California for twenty years. The father had given up all hope of ever seeing his children again, when, making a trip to San Francisco for the first time since the disaster, he chanced to look through a telephone directory, where he came across the name of his eldest son. The father's excited voice over the telephone was answered by his daughter-in-law, and at dinner father and son were reunited. The next day they drove to Redwood City where his younger son, with his family, as well as three daughters and their families, awaited him. Another recent story told how "instinct" led a man to find his sister after they had had no information about each other for thirty years. The father and mother had separated, one child being reared in Boston and the other in the south. As a baby the boy had heard his mother speak of Atlanta, and that recollection finally induced him to write to a newspaper there, asking the editor to help him trace his sister. The letter soon found its way into her hands.: [8, 81, 139, 471]
- film-title: AS NO MAN HAS LOVED.: [433, 95, 543, 105]
- ad-headline: TAURANGA-WAIHI DAILY MOTOR SERVICE.: [575, 329, 678, 350]
- ad-line: Perth WHISKY: [1006, 198, 1076, 209]
- ad-headline: Competition!: [859, 1016, 946, 1032]
- ad-advertiser: MISS McFADGEN: [861, 878, 944, 890]
- ad-body: Special trips Friday Evenings, leaving Paeroa 9 p.m., returning after Theatre.: [562, 92, 691, 119]
- ad-advertiser: G. McMILLAN AND CO. LTD.: [712, 586, 817, 595]
- ad-line: MRS MAYO'S: [322, 889, 379, 900]
- ad-line: EVERYTHING REDUCED!: [579, 840, 674, 849]
- ad-advertiser: G. C. BEST,: [1013, 106, 1069, 117]
- shield-crest-icon: [996, 294, 1086, 384]
- ad-tagline: The Sure Shield of Quality!: [998, 272, 1084, 292]
- article-kicker: SUCCESSFUL MARKETING.: [159, 60, 266, 68]
- ad-line: Call and Inspect.: [596, 868, 657, 877]
- ad-line: Tennis Racquet Stringer: [577, 1038, 676, 1049]
- article-paragraph: The Mercury Bay fishing grounds were visited during last week-end by a party of twelve from Netherton and Kerepehi, and though no big fish were caught they report a very enjoyable and inexpensive outing. Mercury Bay is 54 miles beyond Thames, and the road is found to be in good order, though very narrow and crooked. The scenery was magnificent, far surpassing anything ever seen before by any of the party, and for it alone the trip was worth while. At the Bay there is splendid accommodation, and every facility for fishing, and before long the place will become an attractive fishing resort. A kingfish weighing 30lb was caught by Mr Jack Johnson, of Netherton, who also landed a hapuka weighing 50lb and a 5lb schnapper. Hapuka and schnapper were caught in such quantities that they became unwelcome, particularly as they could not be used on the return.: [286, 83, 415, 312]
- slyfield-ad: [562, 661, 691, 708]
- ad-contact-right: L. M. HARE Auckland. Phones 45-428 25-879: [799, 249, 836, 301]
- ad-line: Booth Macdonald Farming Implements: [707, 361, 822, 382]
